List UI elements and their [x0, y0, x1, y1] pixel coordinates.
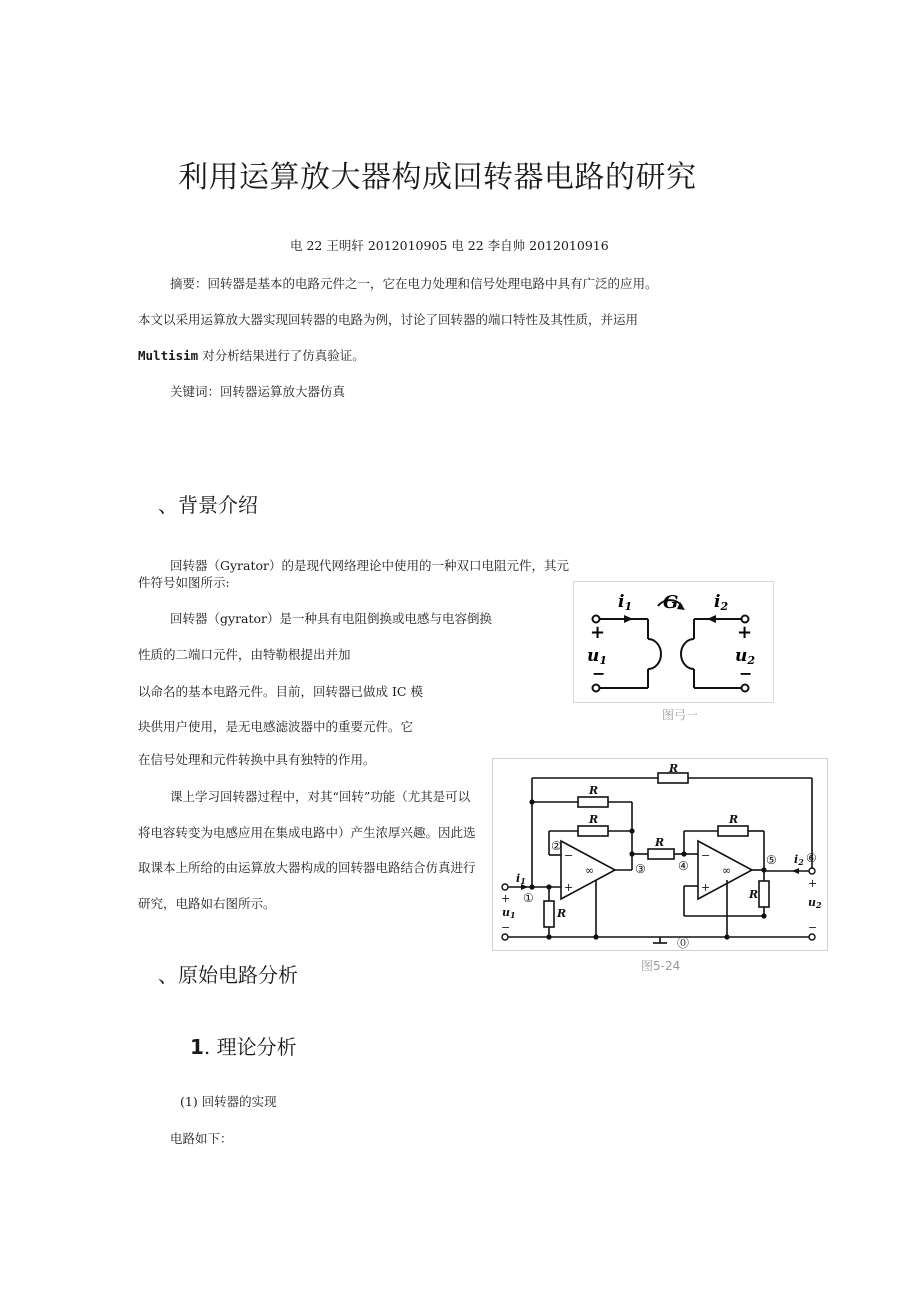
abstract-line-2: 本文以采用运算放大器实现回转器的电路为例，讨论了回转器的端口特性及其性质，并运用: [138, 312, 639, 327]
fig1-u1-label: u1: [587, 646, 608, 667]
subsection-number: 1: [190, 1035, 204, 1059]
subsection-heading-theory: [190, 1031, 297, 1060]
fig2-R-second: R: [589, 784, 599, 797]
authors: 电 22 王明轩 2012010905 电 22 李自帅 2012010916: [290, 238, 609, 253]
fig2-left-opamp-minus: −: [564, 849, 574, 862]
para3-line-3: 取课本上所给的由运算放大器构成的回转器电路结合仿真进行: [138, 860, 476, 875]
para2-line-2: 性质的二端口元件，由特勒根提出并加: [138, 647, 351, 662]
fig1-plus-left: +: [590, 622, 606, 643]
para3-line-1: 课上学习回转器过程中，对其“回转”功能（尤其是可以: [170, 789, 471, 804]
fig1-plus-right: +: [737, 622, 753, 643]
item-1-text: 电路如下：: [170, 1131, 233, 1146]
abstract-line-3: [138, 346, 365, 364]
para2-line-5: 在信号处理和元件转换中具有独特的作用。: [138, 752, 376, 767]
software-name: Multisim: [138, 348, 199, 363]
fig2-node-2: ②: [551, 839, 562, 853]
fig2-right-opamp-plus: +: [701, 881, 711, 894]
fig2-node-1: ①: [523, 891, 534, 905]
abstract-line-1: 摘要：回转器是基本的电路元件之一，它在电力处理和信号处理电路中具有广泛的应用。: [170, 276, 658, 291]
gyrator-symbol-figure: [573, 581, 774, 703]
para3-line-2: 将电容转变为电感应用在集成电路中）产生浓厚兴趣。因此选: [138, 825, 476, 840]
fig1-G-label: G: [663, 592, 679, 613]
fig1-i1-label: i1: [618, 592, 633, 613]
para2-line-3: 以命名的基本电路元件。目前，回转器已做成 IC 模: [138, 684, 423, 699]
fig2-node-3: ③: [635, 862, 646, 876]
section-heading-circuit-analysis: 、原始电路分析: [158, 963, 298, 987]
fig2-right-opamp-inf: ∞: [722, 864, 732, 877]
fig2-left-opamp-inf: ∞: [585, 864, 595, 877]
fig2-node-4: ④: [678, 859, 689, 873]
para3-line-4: 研究，电路如右图所示。: [138, 896, 276, 911]
page-title: 利用运算放大器构成回转器电路的研究: [178, 160, 697, 195]
fig2-u1-label: u1: [502, 906, 516, 920]
fig2-R-left-ground: R: [557, 907, 567, 920]
fig2-left-opamp-plus: +: [564, 881, 574, 894]
abstract-line-3-rest: 对分析结果进行了仿真验证。: [198, 348, 365, 363]
keywords: 关键词：回转器运算放大器仿真: [170, 384, 346, 399]
fig2-port1-plus: +: [501, 892, 511, 905]
fig2-R-top: R: [669, 762, 679, 775]
fig2-port2-minus: −: [808, 921, 818, 934]
fig2-node-5: ⑤: [766, 853, 777, 867]
para2-line-1: 回转器（gyrator）是一种具有电阻倒换或电感与电容倒换: [170, 611, 493, 626]
fig2-node-0: ⓪: [677, 936, 690, 950]
fig2-port2-plus: +: [808, 877, 818, 890]
fig2-R-left-feedback: R: [589, 813, 599, 826]
figure2-caption: 图5-24: [641, 959, 681, 973]
fig2-i1-label: i1: [516, 872, 526, 886]
fig2-port1-minus: −: [501, 921, 511, 934]
opamp-gyrator-circuit-diagram: [493, 759, 827, 950]
fig2-right-opamp-minus: −: [701, 849, 711, 862]
fig1-u2-label: u2: [735, 646, 756, 667]
section-heading-background: 、背景介绍: [158, 493, 258, 517]
fig2-u2-label: u2: [808, 896, 822, 910]
subsection-title: . 理论分析: [203, 1035, 297, 1059]
gyrator-symbol-diagram: [574, 582, 773, 702]
fig2-node-6: ⑥: [806, 851, 817, 865]
para1-line-1: 回转器（Gyrator）的是现代网络理论中使用的一种双口电阻元件，其元: [170, 558, 570, 573]
fig2-R-right-ground: R: [749, 888, 759, 901]
figure1-caption: 图弓一: [662, 708, 699, 722]
opamp-gyrator-circuit-figure: [492, 758, 828, 951]
fig1-i2-label: i2: [714, 592, 729, 613]
fig2-i2-label: i2: [794, 853, 804, 867]
item-1-heading: (1) 回转器的实现: [180, 1094, 277, 1109]
fig1-minus-right: −: [739, 664, 753, 683]
fig1-minus-left: −: [592, 664, 606, 683]
fig2-R-right-feedback: R: [729, 813, 739, 826]
fig2-R-middle: R: [655, 836, 665, 849]
para1-line-2: 件符号如图所示:: [138, 575, 230, 590]
para2-line-4: 块供用户使用，是无电感滤波器中的重要元件。它: [138, 719, 414, 734]
